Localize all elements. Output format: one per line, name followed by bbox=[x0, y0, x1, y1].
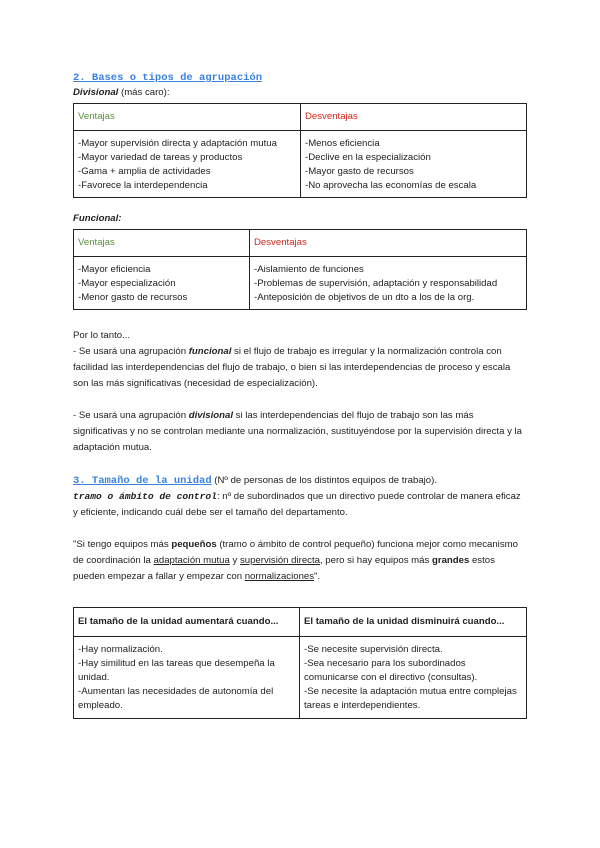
section-3-heading-note: (Nº de personas de los distintos equipos de trabajo). bbox=[211, 475, 437, 486]
list-item: -Hay similitud en las tareas que desempeña la unidad. bbox=[78, 658, 275, 683]
conclusion-paragraph-divisional bbox=[73, 408, 527, 456]
term-tramo: tramo o ámbito de control bbox=[73, 491, 217, 502]
list-item: -Gama + amplia de actividades bbox=[78, 166, 211, 177]
list-item: -Mayor variedad de tareas y productos bbox=[78, 152, 243, 163]
term-divisional: divisional bbox=[188, 410, 233, 421]
list-item: -Aumentan las necesidades de autonomía del empleado. bbox=[78, 686, 274, 711]
paragraph-text: - Se usará una agrupación bbox=[73, 346, 189, 357]
paragraph-text: si las interdependencias del flujo de trabajo son las más significativas y no se controlan mediante una normalización, sustituyéndose por la supervisión directa y la adaptación mutua. bbox=[73, 410, 523, 453]
divisional-table bbox=[73, 103, 527, 198]
list-item: -Mayor gasto de recursos bbox=[305, 166, 414, 177]
list-item: -Hay normalización. bbox=[78, 644, 163, 655]
section-3-heading: 3. Tamaño de la unidad bbox=[73, 475, 212, 487]
paragraph-text: estos pueden empezar a fallar y empezar con bbox=[73, 555, 495, 582]
table-header-row bbox=[74, 608, 527, 637]
term-adaptacion-mutua: adaptación mutua bbox=[153, 555, 230, 566]
list-item: -Declive en la especialización bbox=[305, 152, 431, 163]
funcional-title: Funcional: bbox=[73, 213, 122, 224]
paragraph-text: (tramo o ámbito de control pequeño) funciona mejor como mecanismo de coordinación la bbox=[73, 539, 518, 566]
list-item: -Aislamiento de funciones bbox=[254, 264, 364, 275]
document-page bbox=[73, 71, 527, 719]
divisional-title bbox=[73, 86, 527, 100]
paragraph-text: ". bbox=[314, 571, 321, 582]
paragraph-text: "Si tengo equipos más bbox=[73, 539, 172, 550]
column-header-ventajas: Ventajas bbox=[78, 237, 115, 248]
divisional-label: Divisional bbox=[73, 87, 119, 98]
column-header-desventajas: Desventajas bbox=[305, 111, 358, 122]
list-item: -Problemas de supervisión, adaptación y responsabilidad bbox=[254, 278, 498, 289]
column-header-disminuira: El tamaño de la unidad disminuirá cuando... bbox=[304, 616, 505, 627]
section-2-heading: 2. Bases o tipos de agrupación bbox=[73, 72, 263, 84]
conclusion-block bbox=[73, 328, 527, 456]
divisional-note: (más caro): bbox=[118, 87, 170, 98]
section-3-heading-line bbox=[73, 473, 527, 489]
column-header-ventajas: Ventajas bbox=[78, 111, 115, 122]
term-normalizaciones: normalizaciones bbox=[244, 571, 315, 582]
term-funcional: funcional bbox=[188, 346, 232, 357]
paragraph-text: - Se usará una agrupación bbox=[73, 410, 189, 421]
tramo-definition bbox=[73, 489, 527, 521]
list-item: -No aprovecha las economías de escala bbox=[305, 180, 477, 191]
list-item: -Mayor eficiencia bbox=[78, 264, 151, 275]
list-item: -Se necesite la adaptación mutua entre complejas tareas e interdependientes. bbox=[304, 686, 517, 711]
conclusion-paragraph-funcional bbox=[73, 344, 527, 392]
paragraph-text: : nº de subordinados que un directivo puede controlar de manera eficaz y eficiente, indicando cuál debe ser el tamaño del departamento. bbox=[73, 491, 521, 518]
list-item: -Se necesite supervisión directa. bbox=[304, 644, 443, 655]
list-item: -Mayor especialización bbox=[78, 278, 176, 289]
conclusion-intro: Por lo tanto... bbox=[73, 330, 131, 341]
column-header-desventajas: Desventajas bbox=[254, 237, 307, 248]
list-item: -Menor gasto de recursos bbox=[78, 292, 188, 303]
table-row bbox=[74, 131, 527, 198]
paragraph-text: y bbox=[229, 555, 240, 566]
list-item: -Mayor supervisión directa y adaptación mutua bbox=[78, 138, 277, 149]
paragraph-text: , pero si hay equipos más bbox=[319, 555, 432, 566]
paragraph-text: si el flujo de trabajo es irregular y la normalización controla con facilidad las interdependencias del flujo de trabajo, o bien si las interdependencias de proceso y escala son las más significativas (necesidad de especialización). bbox=[73, 346, 511, 389]
section-3-block bbox=[73, 473, 527, 585]
list-item: -Menos eficiencia bbox=[305, 138, 380, 149]
column-header-aumentara: El tamaño de la unidad aumentará cuando... bbox=[78, 616, 279, 627]
unit-size-table bbox=[73, 607, 527, 719]
term-grandes: grandes bbox=[431, 555, 470, 566]
list-item: -Favorece la interdependencia bbox=[78, 180, 208, 191]
table-row bbox=[74, 637, 527, 719]
table-row bbox=[74, 257, 527, 310]
term-pequenos: pequeños bbox=[171, 539, 217, 550]
quote-paragraph bbox=[73, 537, 527, 585]
term-supervision-directa: supervisión directa bbox=[239, 555, 320, 566]
list-item: -Anteposición de objetivos de un dto a los de la org. bbox=[254, 292, 475, 303]
table-header-row bbox=[74, 230, 527, 257]
funcional-table bbox=[73, 229, 527, 310]
list-item: -Sea necesario para los subordinados comunicarse con el directivo (consultas). bbox=[304, 658, 478, 683]
table-header-row bbox=[74, 104, 527, 131]
